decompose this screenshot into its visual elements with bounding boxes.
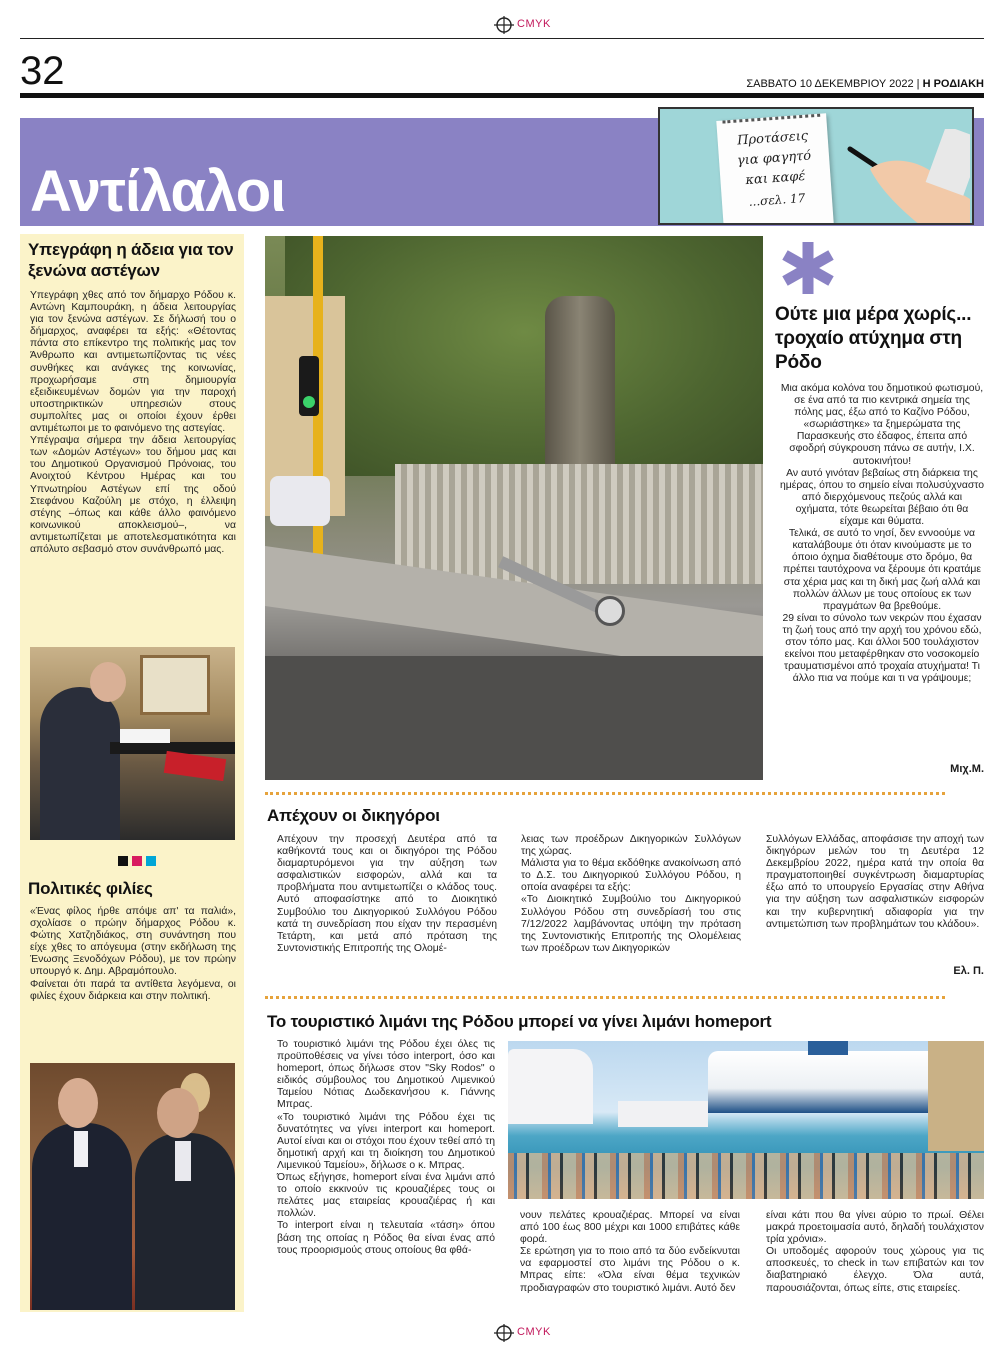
header-dateline xyxy=(746,78,984,90)
cmyk-label-bottom: CMYK xyxy=(517,1326,551,1338)
port-col-1-p4: Το interport είναι η τελευταία «τάση» όπου βάση της οποίας η Ρόδος θα είναι ένας από τους προορισμούς στους οποίους θα φθά- xyxy=(277,1220,495,1256)
photo-mayor-signing xyxy=(30,647,235,840)
sidebar-article-2-p2: Φαίνεται ότι παρά τα αντίθετα λεγόμενα, οι φιλίες έχουν διάρκεια και στην πολιτική. xyxy=(30,978,236,1002)
crosshair-icon xyxy=(494,15,516,35)
photo-tree-canopy xyxy=(285,236,763,476)
issue-date: ΣΑΒΒΑΤΟ 10 ΔΕΚΕΜΒΡΙΟΥ 2022 xyxy=(746,78,914,90)
port-col-2-p1: νουν πελάτες κρουαζιέρας. Μπορεί να είναι από 100 έως 800 μέχρι και 1000 επιβάτες κάθε φορά. xyxy=(520,1210,740,1246)
photo-small-ferry xyxy=(618,1101,708,1127)
photo-fallen-lamp-post xyxy=(265,236,763,780)
photo-cruise-ship-left xyxy=(508,1049,593,1124)
port-col-1-p2: «Το τουριστικό λιμάνι της Ρόδου έχει τις δυνατότητες να γίνει interport και homeport. Αυτοί είναι και οι στόχοι που έχουν τεθεί από τη δημοτική αρχή και τη διοίκηση του Δημοτικού Λιμενικού Ταμείου», δήλωσε ο κ. Μπρας. xyxy=(277,1111,495,1171)
photo-green-light xyxy=(303,396,315,408)
photo-old-town-wall xyxy=(928,1041,984,1151)
lawyers-col-2-p2: Μάλιστα για το θέμα εκδόθηκε ανακοίνωση από το Δ.Σ. του Δικηγορικού Συλλόγου Ρόδου, η οποία αναφέρει τα εξής: xyxy=(521,858,741,894)
newspaper-name: Η ΡΟΔΙΑΚΗ xyxy=(922,78,984,90)
port-col-3-p2: Οι υποδομές αφορούν τους χώρους για τις αποσκευές, το check in των επιβατών και τον διαβατηριακό έλεγχο. Όλα αυτά, παρουσιάζονται, όπως είπε, στις εταιρείες. xyxy=(766,1246,984,1294)
accident-p1: Μια ακόμα κολόνα του δημοτικού φωτισμού, σε ένα από τα πιο κεντρικά σημεία της πόλης μας, έξω από το Καζίνο Ρόδου, «σωριάστηκε» τα ξημερώματα της Παρασκευής στο έδαφος, έπειτα από σφοδρή σύγκρουση πάνω σε αυτήν, Ι.Χ. αυτοκινήτου! xyxy=(780,383,984,467)
photo-road xyxy=(265,656,763,780)
hand-with-pen-icon xyxy=(830,129,970,225)
notepad xyxy=(716,113,833,225)
photo-cruise-harbour xyxy=(508,1041,984,1199)
photo-parked-car xyxy=(270,476,330,526)
color-square-black xyxy=(118,856,128,866)
photo-window xyxy=(140,655,210,715)
accident-p3: Τελικά, σε αυτό το νησί, δεν εννοούμε να καταλάβουμε ότι όταν κινούμαστε με το όποιο όχημα διαθέτουμε στο δρόμο, θα πρέπει ταυτόχρονα να ξέρουμε ότι κρατάμε στα χέρια μας και τη δική μας ζωή αλλά και πολλών άλλων με τους οποίους εκ των πραγμάτων θα βρεθούμε. xyxy=(782,528,982,612)
port-headline: Το τουριστικό λιμάνι της Ρόδου μπορεί να γίνει λιμάνι homeport xyxy=(267,1012,772,1031)
page-number: 32 xyxy=(20,49,65,93)
photo-shirt-right xyxy=(175,1141,191,1181)
photo-man-right-head xyxy=(157,1088,199,1138)
photo-traffic-light xyxy=(299,356,319,416)
photo-person-head xyxy=(90,662,126,702)
accident-p4: 29 είναι το σύνολο των νεκρών που έχασαν τη ζωή τους από την αρχή του χρόνου εδώ, στον τόπο μας. Και άλλοι 500 τουλάχιστον εκείνοι που μεταφέρθηκαν στο νοσοκομείο τραυματισμένοι από τροχαία ατυχήματα! Τι άλλο πια να πούμε και τι να γράψουμε; xyxy=(782,612,982,685)
photo-fence xyxy=(395,464,763,584)
port-col-2 xyxy=(520,1210,740,1295)
photo-cruise-ship-right xyxy=(708,1051,948,1113)
color-square-cyan xyxy=(146,856,156,866)
photo-person-figure xyxy=(40,687,120,840)
asterisk-icon xyxy=(780,240,836,296)
color-squares-ornament xyxy=(118,856,158,868)
port-col-3 xyxy=(766,1210,984,1295)
port-col-1-p1: Το τουριστικό λιμάνι της Ρόδου έχει όλες τις προϋποθέσεις να γίνει τόσο interport, όσο και homeport, όπως δήλωσε στον "Sky Rodos" ο ειδικός σύμβουλος του Δημοτικού Λιμενικού Ταμείου Νότιας Δωδεκανήσου κ. Γιάννης Μπρας. xyxy=(277,1039,495,1111)
photo-ship-funnel xyxy=(808,1041,848,1055)
port-col-2-p2: Σε ερώτηση για το ποιο από τα δύο ενδείκνυται να εφαρμοστεί στο λιμάνι της Ρόδου ο κ. Μπρας είπε: «Όλα είναι θέμα τεχνικών προδιαγραφών στο τουριστικό λιμάνι. Αυτό δεν xyxy=(520,1246,740,1294)
sidebar-article-1-body xyxy=(30,290,236,556)
promo-box[interactable] xyxy=(658,107,974,225)
sidebar-headline-1: Υπεγράφη η άδεια για τον ξενώνα αστέγων xyxy=(28,240,234,280)
lawyers-col-1: Απέχουν την προσεχή Δευτέρα από τα καθήκοντά τους και οι δικηγόροι της Ρόδου διαμαρτυρόμενοι για την αύξηση των ασφαλιστικών εισφορών, αλλά και τα προβλήματα που αντιμετωπίζει ο κλάδος τους. Αυτό αποφασίστηκε από το Διοικητικό Συμβούλιο του Δικηγορικού Συλλόγου Ρόδου κατά τη συνεδρίαση που είχαν την περασμένη Τετάρτη, και μετά από πρόταση της Συντονιστικής Επιτροπής της Ολομέ- xyxy=(277,834,497,954)
registration-mark-top xyxy=(494,15,564,35)
header-bottom-rule xyxy=(20,93,984,98)
promo-line-4: ...σελ. 17 xyxy=(748,190,806,209)
promo-line-3: και καφέ xyxy=(745,168,806,189)
section-title: Αντίλαλοι xyxy=(30,159,286,224)
dateline-separator: | xyxy=(916,78,923,90)
dotted-rule-2 xyxy=(265,996,945,999)
promo-line-2: για φαγητό xyxy=(736,148,812,169)
sidebar-headline-2: Πολιτικές φιλίες xyxy=(28,879,153,898)
accident-signature: Μιχ.Μ. xyxy=(950,763,984,775)
lawyers-signature: Ελ. Π. xyxy=(953,965,984,977)
color-square-magenta xyxy=(132,856,142,866)
lawyers-col-2-p3: «Το Διοικητικό Συμβούλιο του Δικηγορικού Συλλόγου Ρόδου στη συνεδρίασή του στις 7/12/2022 λαμβάνοντας υπόψη την πρόταση της Συντονιστικής Επιτροπής της Ολομέλειας των προέδρων των Δικηγορικών xyxy=(521,894,741,954)
photo-shirt-left xyxy=(74,1131,88,1167)
registration-mark-bottom xyxy=(494,1323,564,1343)
cmyk-label: CMYK xyxy=(517,18,551,30)
accident-p2: Αν αυτό γινόταν βεβαίως στη διάρκεια της ημέρας, όπου το σημείο είναι πολυσύχναστο από διερχόμενους πεζούς αλλά και οχήματα, τότε θεωρείται βέβαιο ότι θα είχαμε και θύματα. xyxy=(780,467,984,528)
dotted-rule-1 xyxy=(265,792,945,795)
port-col-1-p3: Όπως εξήγησε, homeport είναι ένα λιμάνι από το οποίο εκκινούν τις κρουαζιέρες τους οι πελάτες μας εταιρείας κρουαζιέρας ή και πολλών. xyxy=(277,1172,495,1220)
sidebar-article-2-body xyxy=(30,906,236,1003)
notepad-spiral xyxy=(722,114,820,127)
photo-man-left-head xyxy=(58,1078,98,1128)
promo-line-1: Προτάσεις xyxy=(736,128,809,149)
port-col-1 xyxy=(277,1039,495,1257)
lawyers-col-2 xyxy=(521,834,741,955)
header-top-rule xyxy=(20,38,984,39)
lawyers-col-2-p1: λειας των προέδρων Δικηγορικών Συλλόγων της χώρας. xyxy=(521,834,741,858)
crosshair-icon-bottom xyxy=(494,1323,516,1343)
sidebar-article-2-p1: «Ένας φίλος ήρθε απόψε απ' τα παλιά», σχολίασε ο πρώην δήμαρχος Ρόδου κ. Φώτης Χατζηδιάκος, στη συνάντηση που είχε χθες το απόγευμα (στην εκδήλωση της Ένωσης Ξενοδόχων Ρόδου), με τον πρώην υπουργό κ. Δημ. Αβραμόπουλο. xyxy=(30,906,236,978)
photo-politicians xyxy=(30,1063,235,1310)
accident-headline: Ούτε μια μέρα χωρίς... τροχαίο ατύχημα στη Ρόδο xyxy=(775,304,972,373)
accident-body xyxy=(780,383,984,685)
lawyers-col-3: Συλλόγων Ελλάδας, αποφάσισε την αποχή των δικηγόρων μελών του τη Δευτέρα 12 Δεκεμβρίου 2022, ημέρα κατά την οποία θα πραγματοποιηθεί συγκέντρωση διαμαρτυρίας έξω από το υπουργείο Εργασίας στην Αθήνα για την αύξηση των ασφαλιστικών εισφορών και την κυβερνητική αδιαφορία για την αντιμετώπιση των προβλημάτων του κλάδου». xyxy=(766,834,984,930)
lawyers-headline: Απέχουν οι δικηγόροι xyxy=(267,806,440,825)
sidebar-article-1-p2: Υπέγραψα σήμερα την άδεια λειτουργίας των «Δομών Αστέγων» του δήμου μας και του Δημοτικού Οργανισμού Πρόνοιας, του Ανοιχτού Κέντρου Ημέρας και του Υπνωτηρίου Αστέγων επί της οδού Στεφάνου Καζούλη με στόχο, η έλλειψη στέγης –όπως και κάθε άλλο φαινόμενο κοινωνικού αποκλεισμού–, να αντιμετωπίζεται με αποτελεσματικότητα και απόλυτο σεβασμό στον συνάνθρωπό μας. xyxy=(30,435,236,555)
photo-red-folder xyxy=(164,751,226,781)
port-col-3-p1: είναι κάτι που θα γίνει αύριο το πρωί. Θέλει μακρά προετοιμασία αυτό, δηλαδή τουλάχιστον τρία χρόνια». xyxy=(766,1210,984,1246)
sidebar-article-1-p1: Υπεγράφη χθες από τον δήμαρχο Ρόδου κ. Αντώνη Καμπουράκη, η άδεια λειτουργίας για τον ξενώνα αστέγων. Σε δήλωσή του ο δήμαρχος, αναφέρει τα εξής: «Θέτοντας πάντα στο επίκεντρο της πολιτικής μας τον Άνθρωπο και αντιμετωπίζοντας τις νέες συνθήκες και ανάγκες της κοινωνίας, προχωρήσαμε στη δημιουργία εξειδικευμένων δομών για την παροχή υποστηρικτικών υπηρεσιών στους συμπολίτες μας οι οποίοι έχουν έρθει αντιμέτωποι με το φαινόμενο της αστεγίας. xyxy=(30,290,236,435)
photo-document xyxy=(120,729,170,743)
photo-beach-crowd xyxy=(508,1153,984,1199)
photo-lamp-head xyxy=(595,596,625,626)
